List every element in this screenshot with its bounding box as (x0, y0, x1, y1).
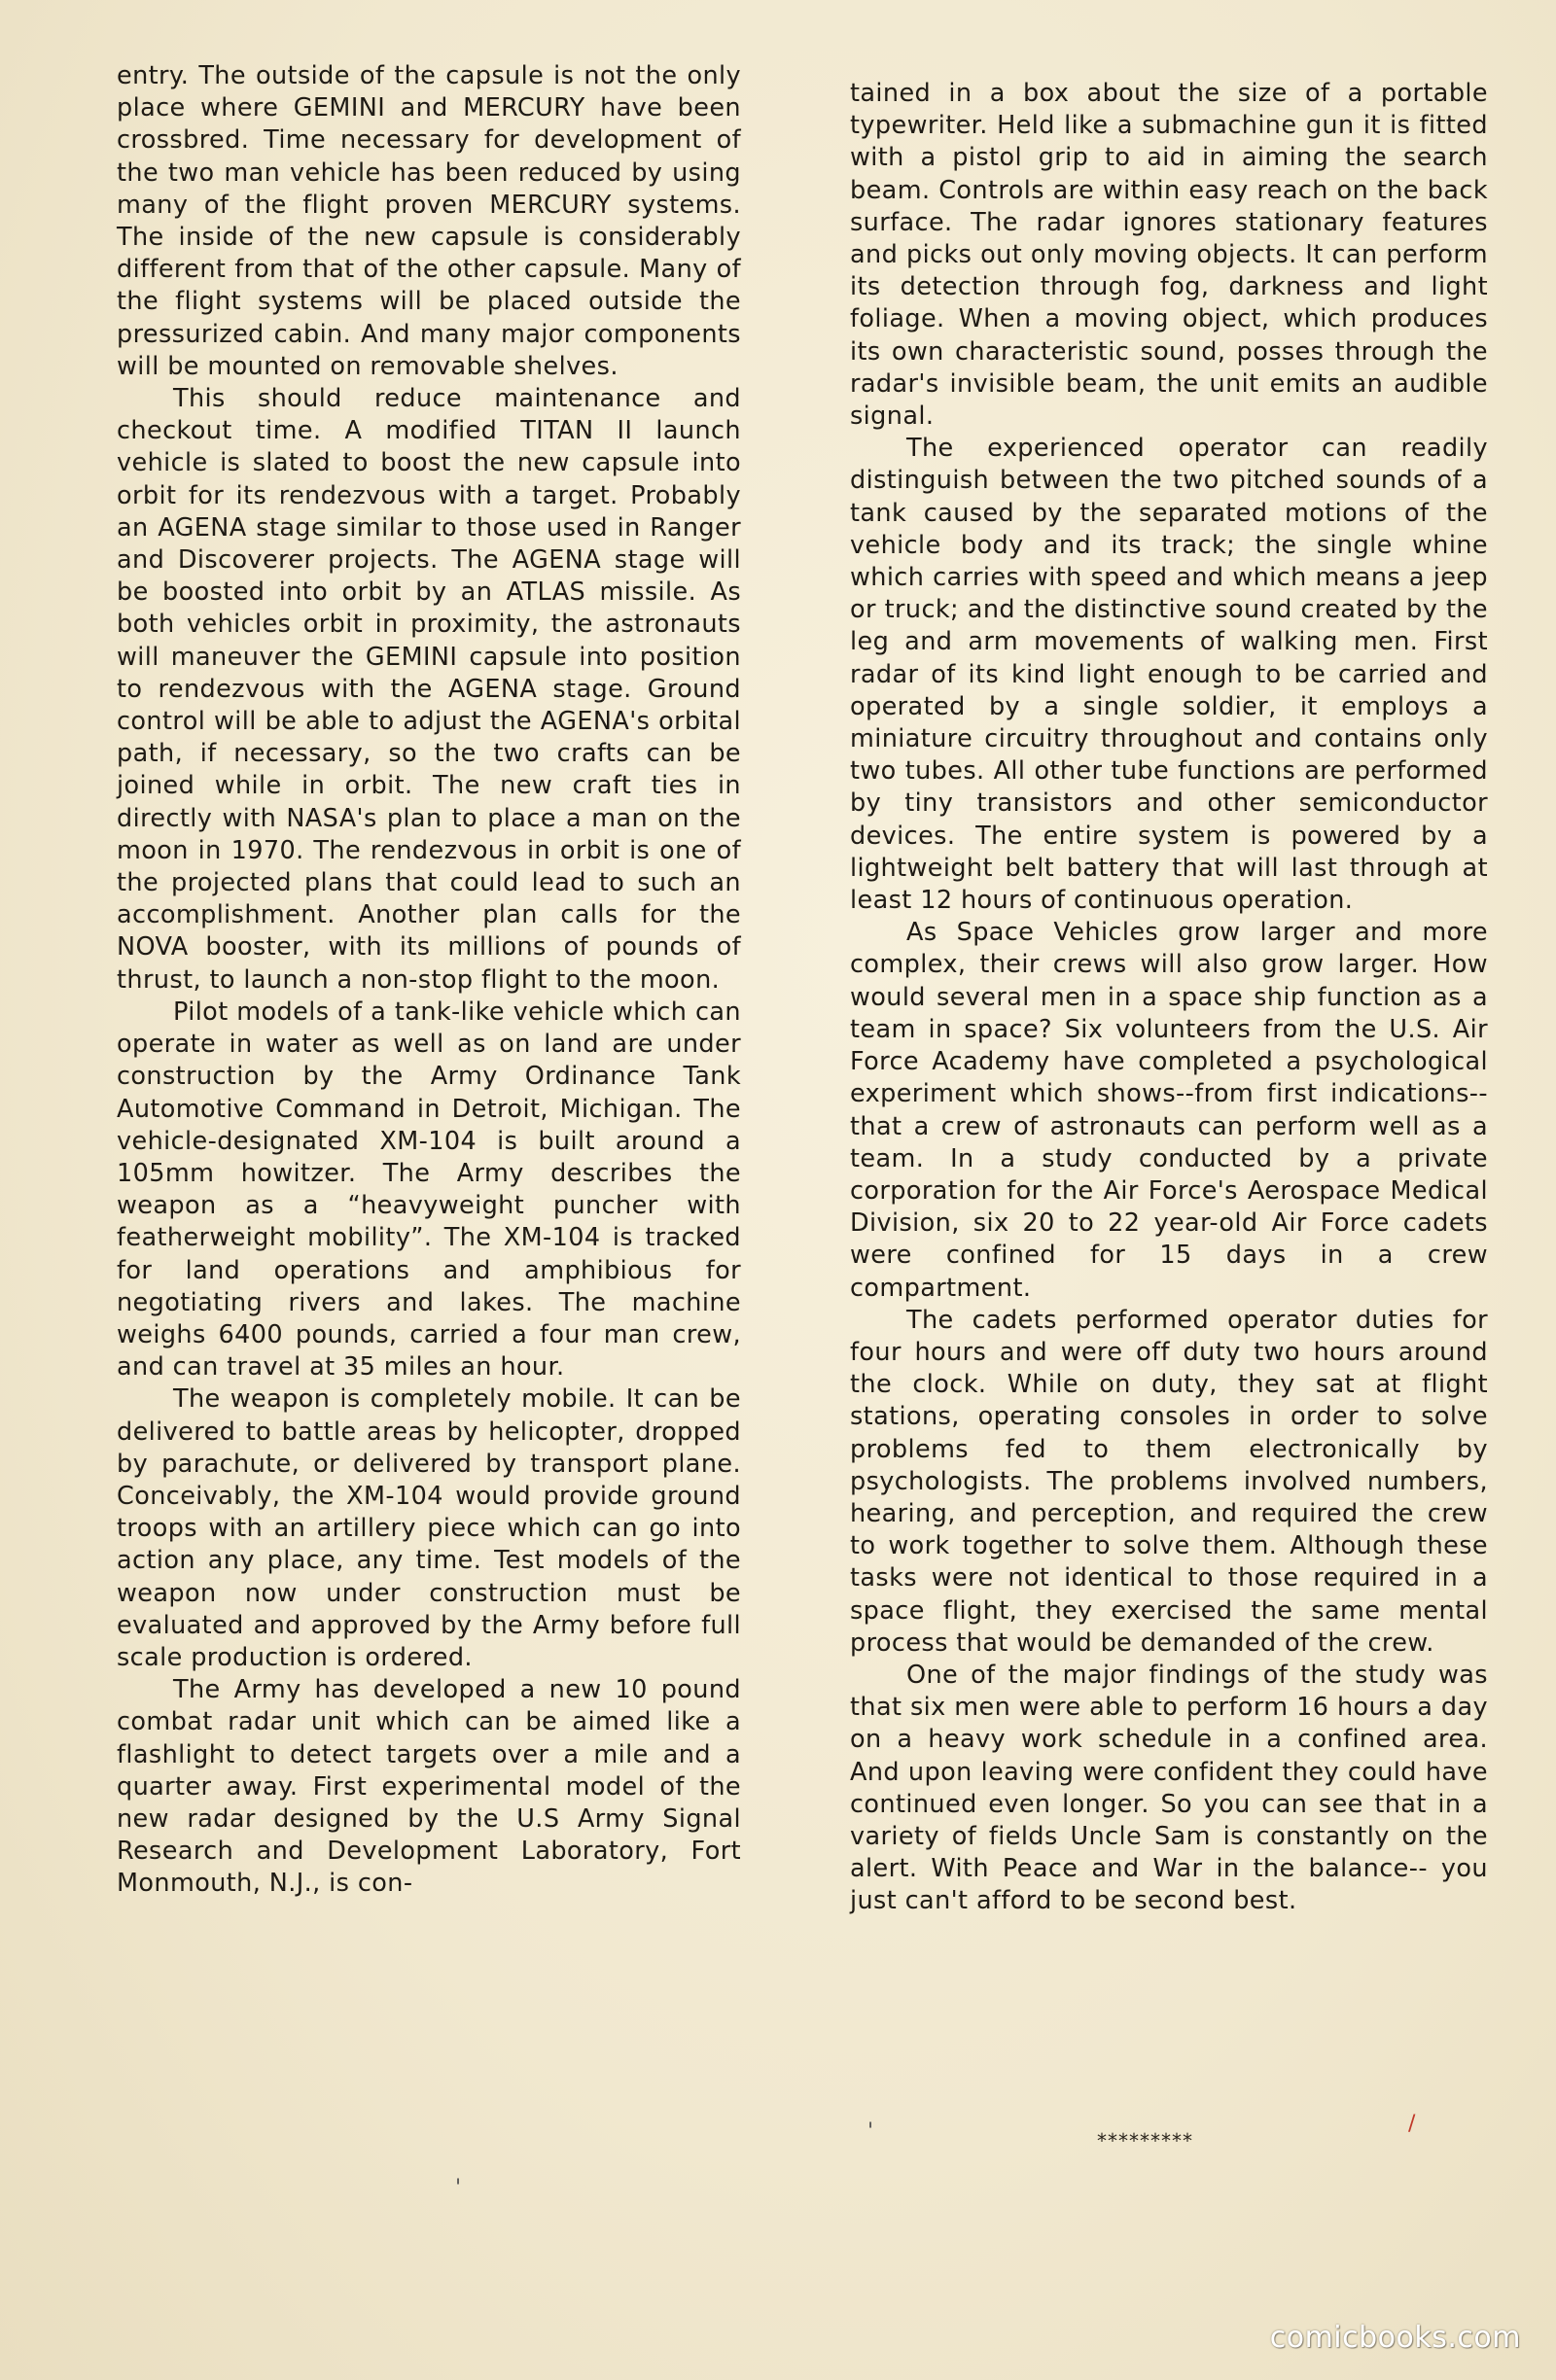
print-speck: ' (455, 2176, 462, 2200)
paragraph: The Army has developed a new 10 pound combat radar unit which can be aimed like a flashlight to detect targets over a mile and a quarter away. First experimental model of the new radar designed by the U.S Army Signal Research and Development Laboratory, Fort Monmouth, N.J., is con- (117, 1675, 741, 1899)
end-of-article-mark: ********* (1097, 2129, 1193, 2152)
paragraph: The weapon is completely mobile. It can be delivered to battle areas by helicopter, dropped by parachute, or delivered by transport plane. Conceivably, the XM-104 would provide ground troops with an artillery piece which can go into action any place, any time. Test models of the weapon now under construction must be evaluated and approved by the Army before full scale production is ordered. (117, 1384, 741, 1672)
print-speck: ' (867, 2119, 874, 2144)
paragraph: One of the major findings of the study was that six men were able to perform 16 hours a day on a heavy work schedule in a confined area. And upon leaving were confident they could have continued even longer. So you can see that in a variety of fields Uncle Sam is constantly on the alert. With Peace and War in the balance-- you just can't afford to be second best. (850, 1660, 1488, 1916)
watermark-text: comicbooks.com (1269, 2321, 1521, 2355)
red-ink-mark: / (1408, 2112, 1416, 2136)
left-text-column (117, 60, 741, 1901)
paragraph: tained in a box about the size of a portable typewriter. Held like a submachine gun it is fitted with a pistol grip to aid in aiming the search beam. Controls are within easy reach on the back surface. The radar ignores stationary features and picks out only moving objects. It can perform its detection through fog, darkness and light foliage. When a moving object, which produces its own characteristic sound, posses through the radar's invisible beam, the unit emits an audible signal. (850, 79, 1488, 432)
paragraph: The cadets performed operator duties for four hours and were off duty two hours around the clock. While on duty, they sat at flight stations, operating consoles in order to solve problems fed to them electronically by psychologists. The problems involved numbers, hearing, and perception, and required the crew to work together to solve them. Although these tasks were not identical to those required in a space flight, they exercised the same mental process that would be demanded of the crew. (850, 1305, 1488, 1658)
right-text-column (850, 78, 1488, 1918)
paragraph: This should reduce maintenance and checkout time. A modified TITAN II launch vehicle is slated to boost the new capsule into orbit for its rendezvous with a target. Probably an AGENA stage similar to those used in Ranger and Discoverer projects. The AGENA stage will be boosted into orbit by an ATLAS missile. As both vehicles orbit in proximity, the astronauts will maneuver the GEMINI capsule into position to rendezvous with the AGENA stage. Ground control will be able to adjust the AGENA's orbital path, if necessary, so the two crafts can be joined while in orbit. The new craft ties in directly with NASA's plan to place a man on the moon in 1970. The rendezvous in orbit is one of the projected plans that could lead to such an accomplishment. Another plan calls for the NOVA booster, with its millions of pounds of thrust, to launch a non-stop flight to the moon. (117, 384, 741, 995)
paragraph: Pilot models of a tank-like vehicle which can operate in water as well as on land are under construction by the Army Ordinance Tank Automotive Command in Detroit, Michigan. The vehicle-designated XM-104 is built around a 105mm howitzer. The Army describes the weapon as a “heavyweight puncher with featherweight mobility”. The XM-104 is tracked for land operations and amphibious for negotiating rivers and lakes. The machine weighs 6400 pounds, carried a four man crew, and can travel at 35 miles an hour. (117, 997, 741, 1382)
paragraph: The experienced operator can readily distinguish between the two pitched sounds of a tank caused by the separated motions of the vehicle body and its track; the single whine which carries with speed and which means a jeep or truck; and the distinctive sound created by the leg and arm movements of walking men. First radar of its kind light enough to be carried and operated by a single soldier, it employs a miniature circuitry throughout and contains only two tubes. All other tube functions are performed by tiny transistors and other semiconductor devices. The entire system is powered by a lightweight belt battery that will last through at least 12 hours of continuous operation. (850, 434, 1488, 916)
paragraph: As Space Vehicles grow larger and more complex, their crews will also grow larger. How would several men in a space ship function as a team in space? Six volunteers from the U.S. Air Force Academy have completed a psychological experiment which shows--from first indications--that a crew of astronauts can perform well as a team. In a study conducted by a private corporation for the Air Force's Aerospace Medical Division, six 20 to 22 year-old Air Force cadets were confined for 15 days in a crew compartment. (850, 918, 1488, 1303)
paragraph: entry. The outside of the capsule is not the only place where GEMINI and MERCURY have been crossbred. Time necessary for development of the two man vehicle has been reduced by using many of the flight proven MERCURY systems. The inside of the new capsule is considerably different from that of the other capsule. Many of the flight systems will be placed outside the pressurized cabin. And many major components will be mounted on removable shelves. (117, 61, 741, 381)
